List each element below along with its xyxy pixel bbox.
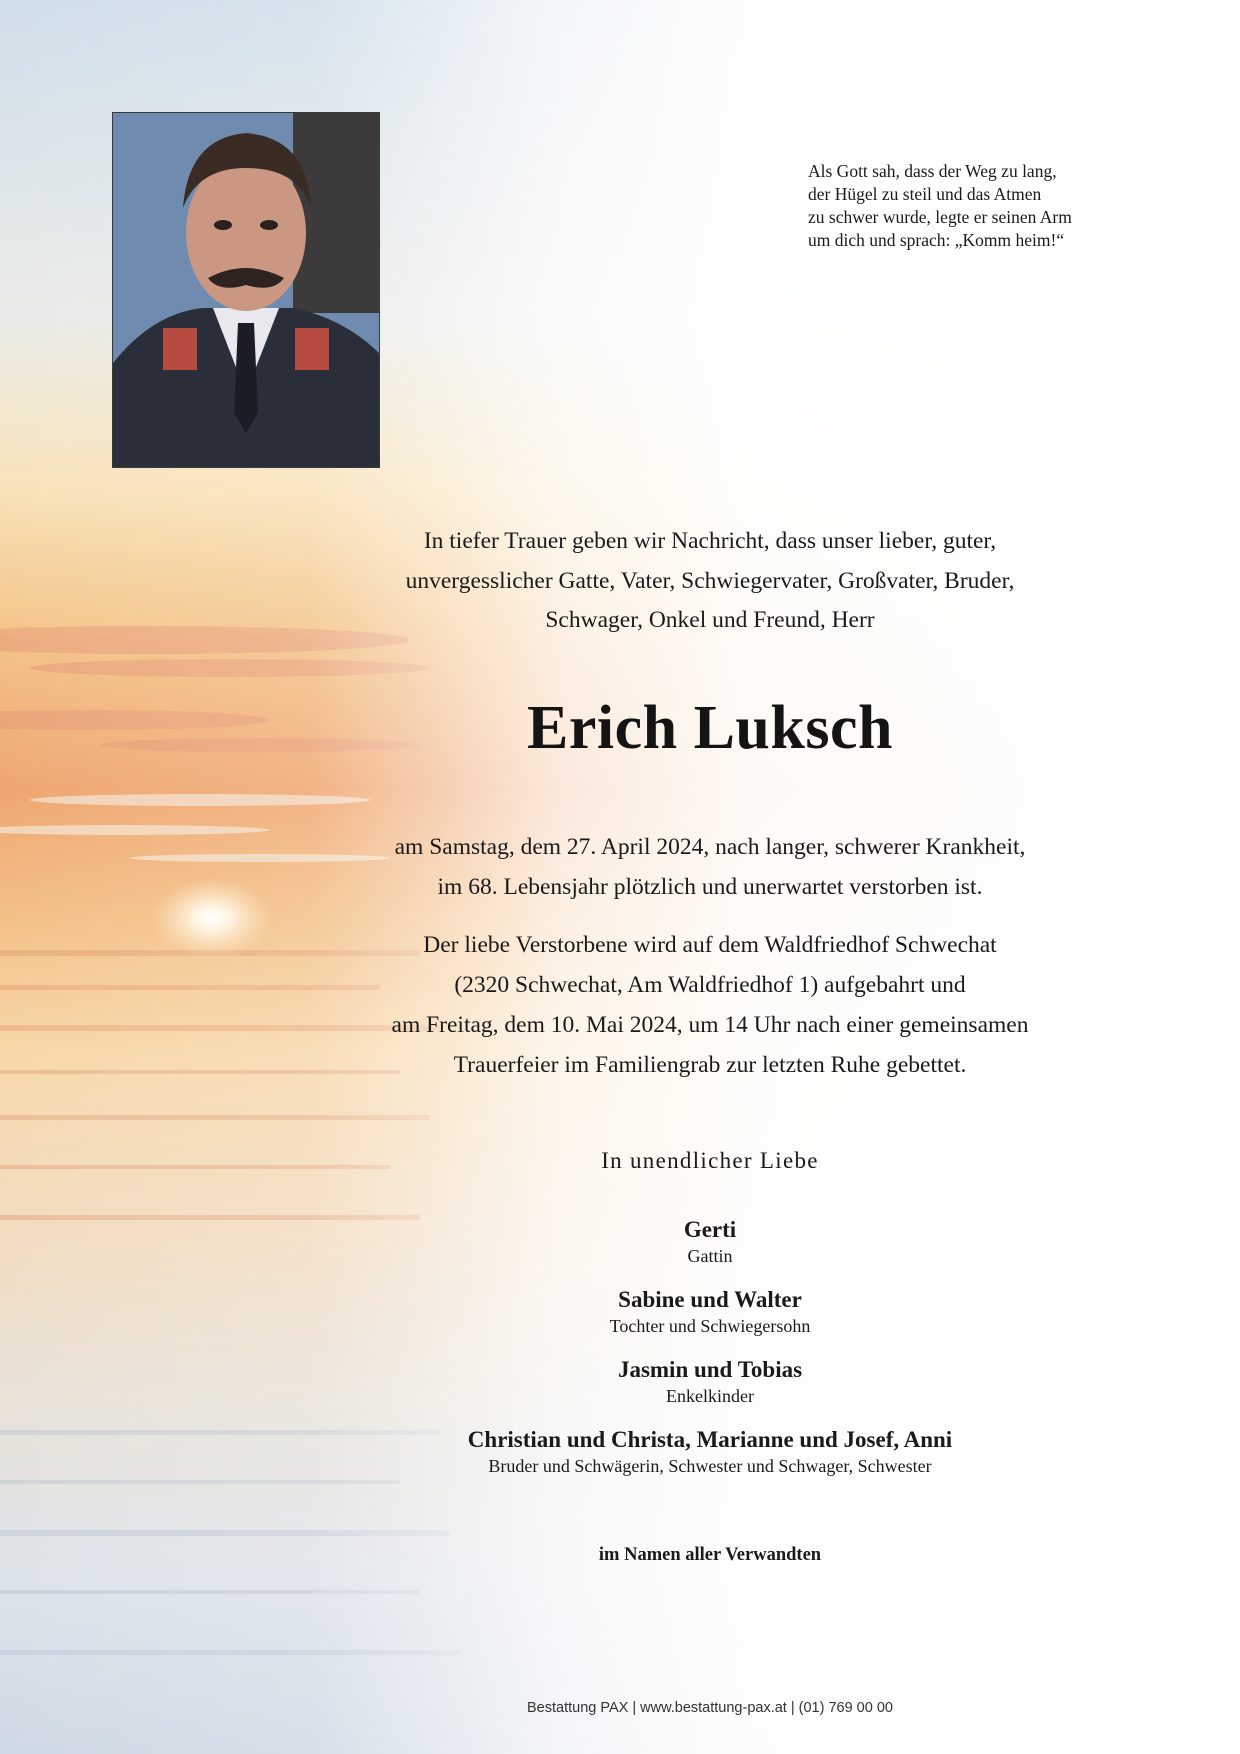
funeral-details [335, 925, 1085, 1085]
death-notice [335, 828, 1085, 907]
mourner-role: Enkelkinder [666, 1386, 754, 1406]
intro-line: In tiefer Trauer geben wir Nachricht, dass unser lieber, guter, [423, 528, 997, 554]
mourner-name: Christian und Christa, Marianne und Josef, Anni [467, 1427, 953, 1452]
closing-line: im Namen aller Verwandten [598, 1545, 822, 1565]
funeral-line: am Freitag, dem 10. Mai 2024, um 14 Uhr nach einer gemeinsamen [391, 1012, 1029, 1038]
mourner-role: Gattin [687, 1246, 733, 1266]
memorial-poem [808, 160, 1128, 252]
funeral-line: Trauerfeier im Familiengrab zur letzten Ruhe gebettet. [453, 1052, 967, 1078]
mourner-role: Bruder und Schwägerin, Schwester und Schwager, Schwester [488, 1456, 932, 1476]
poem-line: der Hügel zu steil und das Atmen [808, 184, 1042, 204]
mourner-entry [335, 1356, 1085, 1408]
deceased-name: Erich Luksch [526, 694, 894, 762]
death-line: am Samstag, dem 27. April 2024, nach langer, schwerer Krankheit, [394, 834, 1026, 860]
mourners-list [335, 1216, 1085, 1496]
intro-line: Schwager, Onkel und Freund, Herr [545, 607, 875, 633]
mourner-name: Jasmin und Tobias [617, 1357, 803, 1382]
death-line: im 68. Lebensjahr plötzlich und unerwartet verstorben ist. [437, 873, 983, 900]
poem-line: um dich und sprach: „Komm heim!“ [808, 230, 1065, 250]
portrait-photo [112, 112, 380, 468]
mourner-name: Sabine und Walter [618, 1287, 802, 1312]
poem-line: zu schwer wurde, legte er seinen Arm [808, 207, 1072, 227]
intro-line: unvergesslicher Gatte, Vater, Schwiegervater, Großvater, Bruder, [405, 567, 1015, 594]
mourner-entry [335, 1216, 1085, 1268]
mourner-role: Tochter und Schwiegersohn [609, 1316, 811, 1336]
mourner-entry [335, 1426, 1085, 1478]
funeral-home-footer: Bestattung PAX | www.bestattung-pax.at | (01) 769 00 00 [527, 1700, 893, 1716]
announcement-intro [335, 522, 1085, 641]
mourner-name: Gerti [683, 1217, 737, 1242]
funeral-line: (2320 Schwechat, Am Waldfriedhof 1) aufgebahrt und [454, 972, 966, 998]
funeral-line: Der liebe Verstorbene wird auf dem Waldfriedhof Schwechat [423, 932, 997, 958]
poem-line: Als Gott sah, dass der Weg zu lang, [808, 161, 1057, 181]
love-line: In unendlicher Liebe [601, 1148, 819, 1173]
mourner-entry [335, 1286, 1085, 1338]
